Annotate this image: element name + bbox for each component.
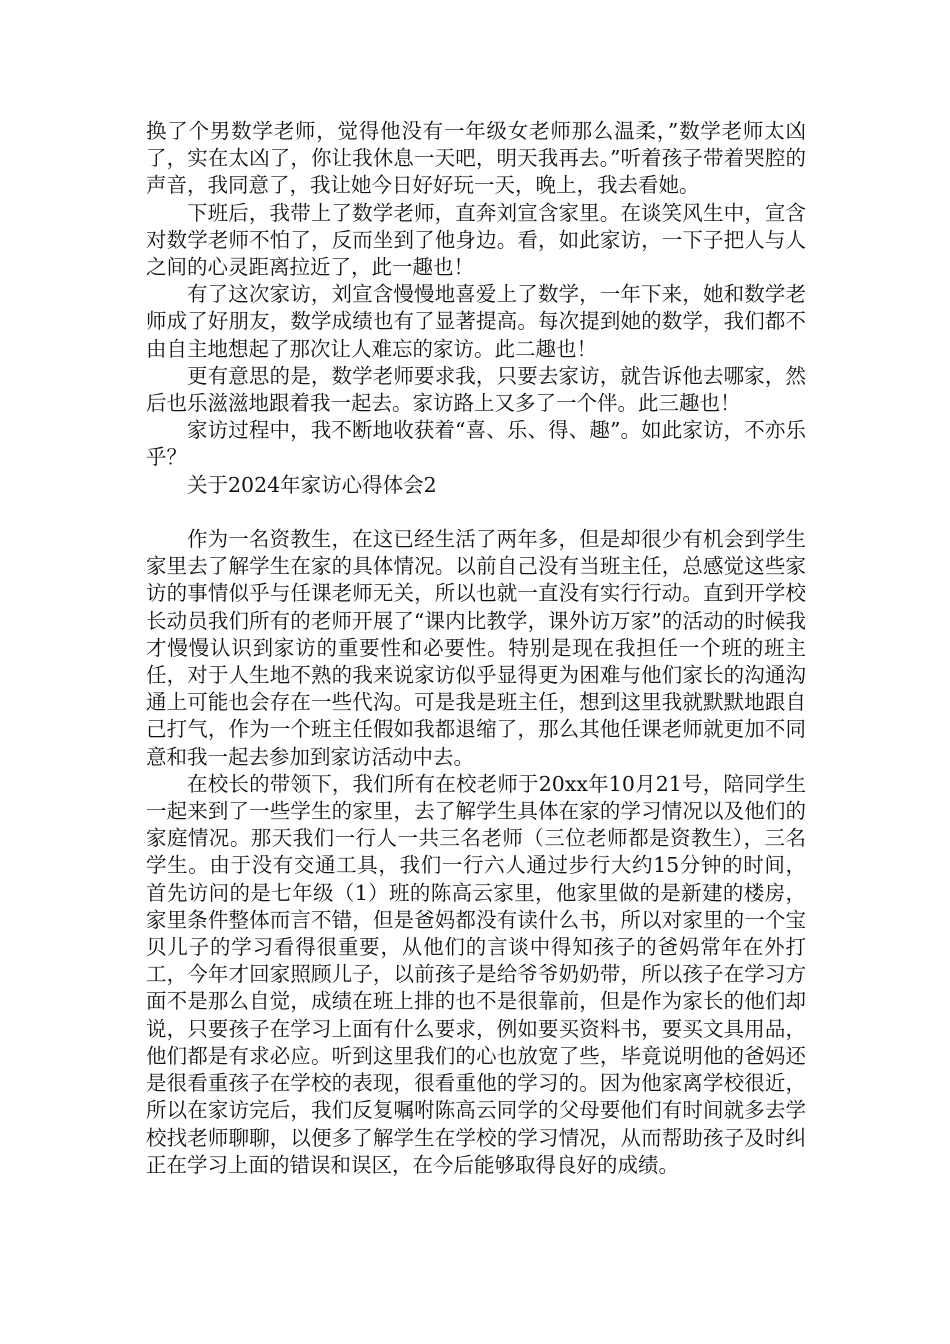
document-page [146, 118, 806, 1179]
blank-line [146, 499, 806, 526]
paragraph: 在校长的带领下，我们所有在校老师于20xx年10月21号，陪同学生一起来到了一些学生的家里，去了解学生具体在家的学习情况以及他们的家庭情况。那天我们一行人一共三名老师（三位老师都是资教生），三名学生。由于没有交通工具，我们一行六人通过步行大约15分钟的时间，首先访问的是七年级（1）班的陈高云家里，他家里做的是新建的楼房，家里条件整体而言不错，但是爸妈都没有读什么书，所以对家里的一个宝贝儿子的学习看得很重要，从他们的言谈中得知孩子的爸妈常年在外打工，今年才回家照顾儿子，以前孩子是给爷爷奶奶带，所以孩子在学习方面不是那么自觉，成绩在班上排的也不是很靠前，但是作为家长的他们却说，只要孩子在学习上面有什么要求，例如要买资料书，要买文具用品，他们都是有求必应。听到这里我们的心也放宽了些，毕竟说明他的爸妈还是很看重孩子在学校的表现，很看重他的学习的。因为他家离学校很近，所以在家访完后，我们反复嘱咐陈高云同学的父母要他们有时间就多去学校找老师聊聊，以便多了解学生在学校的学习情况，从而帮助孩子及时纠正在学习上面的错误和误区，在今后能够取得良好的成绩。 [146, 771, 806, 1177]
paragraph: 换了个男数学老师，觉得他没有一年级女老师那么温柔，”数学老师太凶了，实在太凶了，你让我休息一天吧，明天我再去。”听着孩子带着哭腔的声音，我同意了，我让她今日好好玩一天，晚上，我去看她。 [146, 119, 806, 198]
paragraph: 更有意思的是，数学老师要求我，只要去家访，就告诉他去哪家，然后也乐滋滋地跟着我一起去。家访路上又多了一个伴。此三趣也！ [146, 363, 806, 416]
paragraph: 有了这次家访，刘宣含慢慢地喜爱上了数学，一年下来，她和数学老师成了好朋友，数学成绩也有了显著提高。每次提到她的数学，我们都不由自主地想起了那次让人难忘的家访。此二趣也！ [146, 282, 806, 361]
paragraph: 家访过程中，我不断地收获着“喜、乐、得、趣”。如此家访，不亦乐乎？ [146, 418, 806, 470]
paragraph: 下班后，我带上了数学老师，直奔刘宣含家里。在谈笑风生中，宣含对数学老师不怕了，反而坐到了他身边。看，如此家访，一下子把人与人之间的心灵距离拉近了，此一趣也！ [146, 200, 806, 280]
section-heading: 关于2024年家访心得体会2 [187, 472, 437, 497]
paragraph: 作为一名资教生，在这已经生活了两年多，但是却很少有机会到学生家里去了解学生在家的具体情况。以前自己没有当班主任，总感觉这些家访的事情似乎与任课老师无关，所以也就一直没有实行行动。直到开学校长动员我们所有的老师开展了“课内比教学，课外访万家”的活动的时候我才慢慢认识到家访的重要性和必要性。特别是现在我担任一个班的班主任，对于人生地不熟的我来说家访似乎显得更为困难与他们家长的沟通沟通上可能也会存在一些代沟。可是我是班主任，想到这里我就默默地跟自己打气，作为一个班主任假如我都退缩了，那么其他任课老师就更加不同意和我一起去参加到家访活动中去。 [146, 527, 806, 769]
